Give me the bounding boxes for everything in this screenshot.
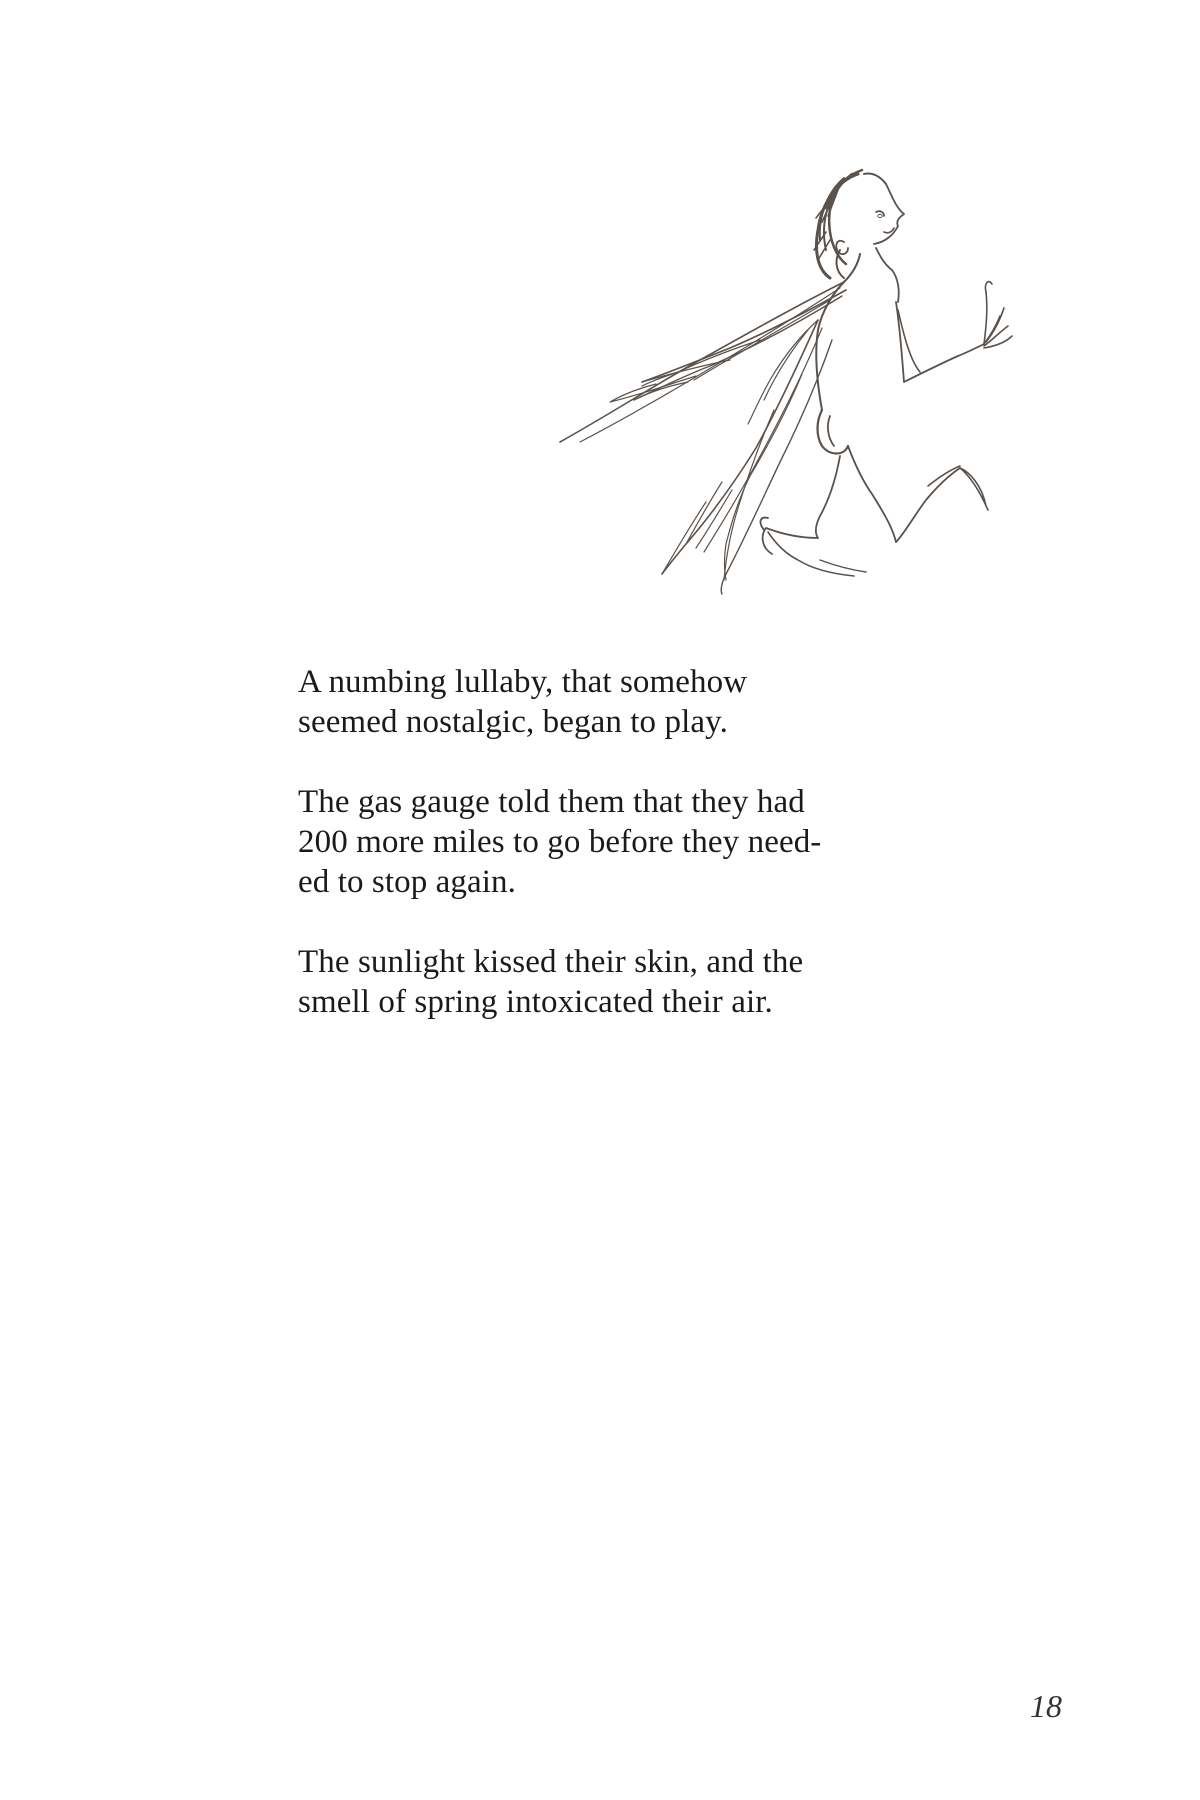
paragraph-2-line-3: ed to stop again. [298,864,516,900]
paragraph-2 [298,782,918,902]
page-number: 18 [1030,1688,1062,1724]
story-text [298,662,918,1062]
paragraph-1-line-1: A numbing lullaby, that somehow [298,664,748,700]
fairy-sketch-illustration [500,160,1040,680]
paragraph-3 [298,942,918,1022]
paragraph-1 [298,662,918,742]
paragraph-2-line-2: 200 more miles to go before they need- [298,824,822,860]
paragraph-3-line-2: smell of spring intoxicated their air. [298,984,773,1020]
paragraph-3-line-1: The sunlight kissed their skin, and the [298,944,804,980]
paragraph-2-line-1: The gas gauge told them that they had [298,784,805,820]
paragraph-1-line-2: seemed nostalgic, began to play. [298,704,728,740]
